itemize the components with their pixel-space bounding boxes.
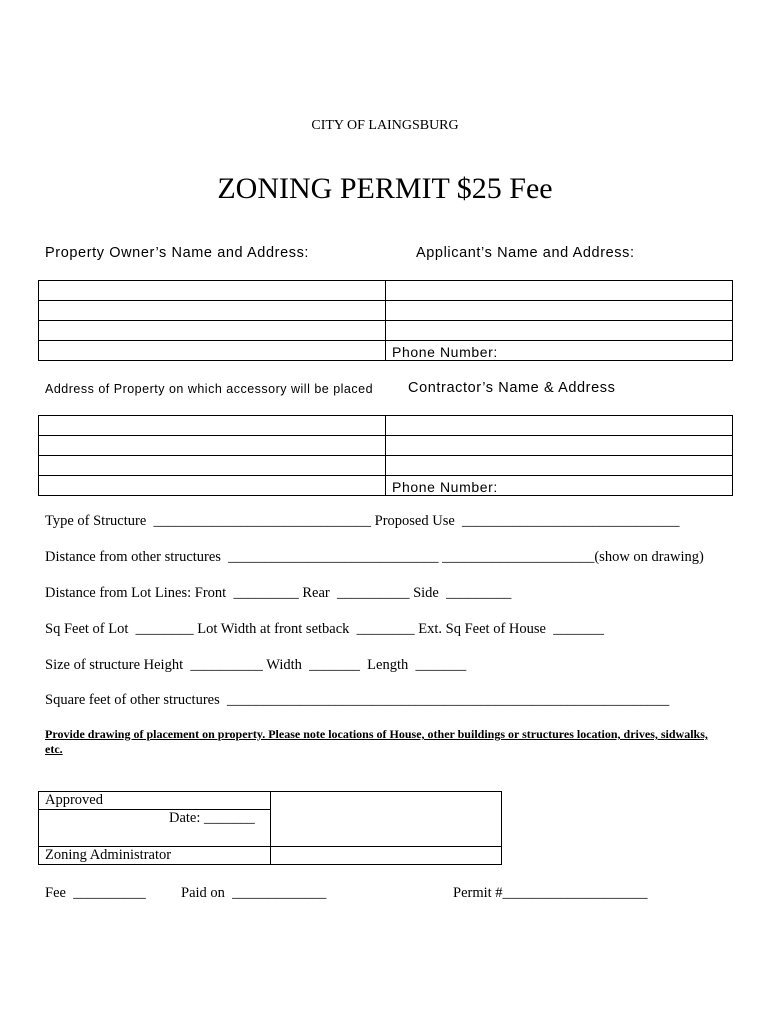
width-blank[interactable]: _______ bbox=[305, 657, 364, 673]
address-line-2[interactable] bbox=[39, 436, 386, 456]
contractor-phone-cell[interactable] bbox=[386, 476, 733, 496]
contractor-line-3[interactable] bbox=[386, 456, 733, 476]
page-title: ZONING PERMIT $25 Fee bbox=[217, 172, 553, 205]
type-structure-row bbox=[45, 513, 680, 530]
drawing-note: Provide drawing of placement on property. Please note locations of House, other buildings or structures location, drives, sidwalks, etc. bbox=[45, 727, 708, 756]
owner-line-2[interactable] bbox=[39, 301, 386, 321]
date-label: Date: bbox=[169, 810, 201, 826]
distance-other-row bbox=[45, 549, 704, 566]
contractor-label: Contractor’s Name & Address bbox=[408, 380, 616, 396]
address-line-3[interactable] bbox=[39, 456, 386, 476]
height-blank[interactable]: __________ bbox=[186, 657, 263, 673]
contractor-line-1[interactable] bbox=[386, 416, 733, 436]
lot-width-blank[interactable]: ________ bbox=[353, 621, 415, 637]
distance-other-label: Distance from other structures bbox=[45, 549, 221, 565]
paid-on-label: Paid on bbox=[181, 885, 225, 901]
type-structure-blank[interactable]: ______________________________ bbox=[149, 513, 372, 529]
sq-feet-lot-blank[interactable]: ________ bbox=[132, 621, 194, 637]
side-blank[interactable]: _________ bbox=[442, 585, 512, 601]
rear-blank[interactable]: __________ bbox=[333, 585, 410, 601]
owner-line-1[interactable] bbox=[39, 281, 386, 301]
rear-label: Rear bbox=[302, 585, 330, 601]
zoning-admin-cell bbox=[39, 847, 271, 865]
lot-width-label: Lot Width at front setback bbox=[197, 621, 350, 637]
sq-feet-other-row bbox=[45, 692, 669, 709]
fee-label: Fee bbox=[45, 885, 66, 901]
applicant-line-3[interactable] bbox=[386, 321, 733, 341]
proposed-use-label: Proposed Use bbox=[374, 513, 455, 529]
city-name: CITY OF LAINGSBURG bbox=[311, 118, 459, 133]
ext-sq-feet-blank[interactable]: _______ bbox=[549, 621, 604, 637]
sq-feet-other-blank[interactable]: _____________________________________________________________ bbox=[223, 692, 670, 708]
proposed-use-blank[interactable]: ______________________________ bbox=[458, 513, 680, 529]
address-contractor-table bbox=[38, 415, 733, 496]
permit-field bbox=[453, 885, 648, 902]
address-line-1[interactable] bbox=[39, 416, 386, 436]
sq-feet-other-label: Square feet of other structures bbox=[45, 692, 220, 708]
show-drawing-label: (show on drawing) bbox=[594, 549, 704, 565]
front-blank[interactable]: _________ bbox=[229, 585, 299, 601]
owner-applicant-table bbox=[38, 280, 733, 361]
length-blank[interactable]: _______ bbox=[411, 657, 467, 673]
sq-feet-row bbox=[45, 621, 604, 638]
applicant-line-2[interactable] bbox=[386, 301, 733, 321]
fee-field bbox=[45, 885, 146, 902]
width-label: Width bbox=[266, 657, 302, 673]
permit-label: Permit # bbox=[453, 885, 503, 901]
owner-line-3[interactable] bbox=[39, 321, 386, 341]
zoning-admin-label: Zoning Administrator bbox=[45, 847, 172, 863]
ext-sq-feet-label: Ext. Sq Feet of House bbox=[418, 621, 546, 637]
property-address-label: Address of Property on which accessory will be placed bbox=[45, 382, 374, 396]
applicant-label: Applicant’s Name and Address: bbox=[416, 245, 635, 261]
date-blank[interactable]: _______ bbox=[204, 810, 255, 826]
address-line-4[interactable] bbox=[39, 476, 386, 496]
contractor-line-2[interactable] bbox=[386, 436, 733, 456]
paid-on-blank[interactable]: _____________ bbox=[228, 885, 327, 901]
applicant-line-1[interactable] bbox=[386, 281, 733, 301]
applicant-phone-label: Phone Number: bbox=[392, 344, 498, 360]
date-cell bbox=[39, 810, 271, 847]
contractor-phone-label: Phone Number: bbox=[392, 479, 498, 495]
approval-notes-cell[interactable] bbox=[271, 792, 502, 847]
owner-line-4[interactable] bbox=[39, 341, 386, 361]
approval-table bbox=[38, 791, 502, 865]
distance-lot-row bbox=[45, 585, 511, 602]
size-row bbox=[45, 657, 466, 674]
paid-on-field bbox=[181, 885, 326, 902]
distance-lot-front-label: Distance from Lot Lines: Front bbox=[45, 585, 227, 601]
sq-feet-lot-label: Sq Feet of Lot bbox=[45, 621, 129, 637]
owner-label: Property Owner’s Name and Address: bbox=[45, 245, 310, 261]
applicant-phone-cell[interactable] bbox=[386, 341, 733, 361]
distance-other-blank[interactable]: _____________________________ _____________________ bbox=[224, 549, 595, 565]
permit-blank[interactable]: ____________________ bbox=[502, 885, 648, 901]
side-label: Side bbox=[413, 585, 439, 601]
approved-cell bbox=[39, 792, 271, 810]
length-label: Length bbox=[367, 657, 409, 673]
fee-blank[interactable]: __________ bbox=[69, 885, 146, 901]
type-structure-label: Type of Structure bbox=[45, 513, 147, 529]
approved-label: Approved bbox=[45, 792, 103, 808]
zoning-admin-signature-cell[interactable] bbox=[271, 847, 502, 865]
size-height-label: Size of structure Height bbox=[45, 657, 184, 673]
